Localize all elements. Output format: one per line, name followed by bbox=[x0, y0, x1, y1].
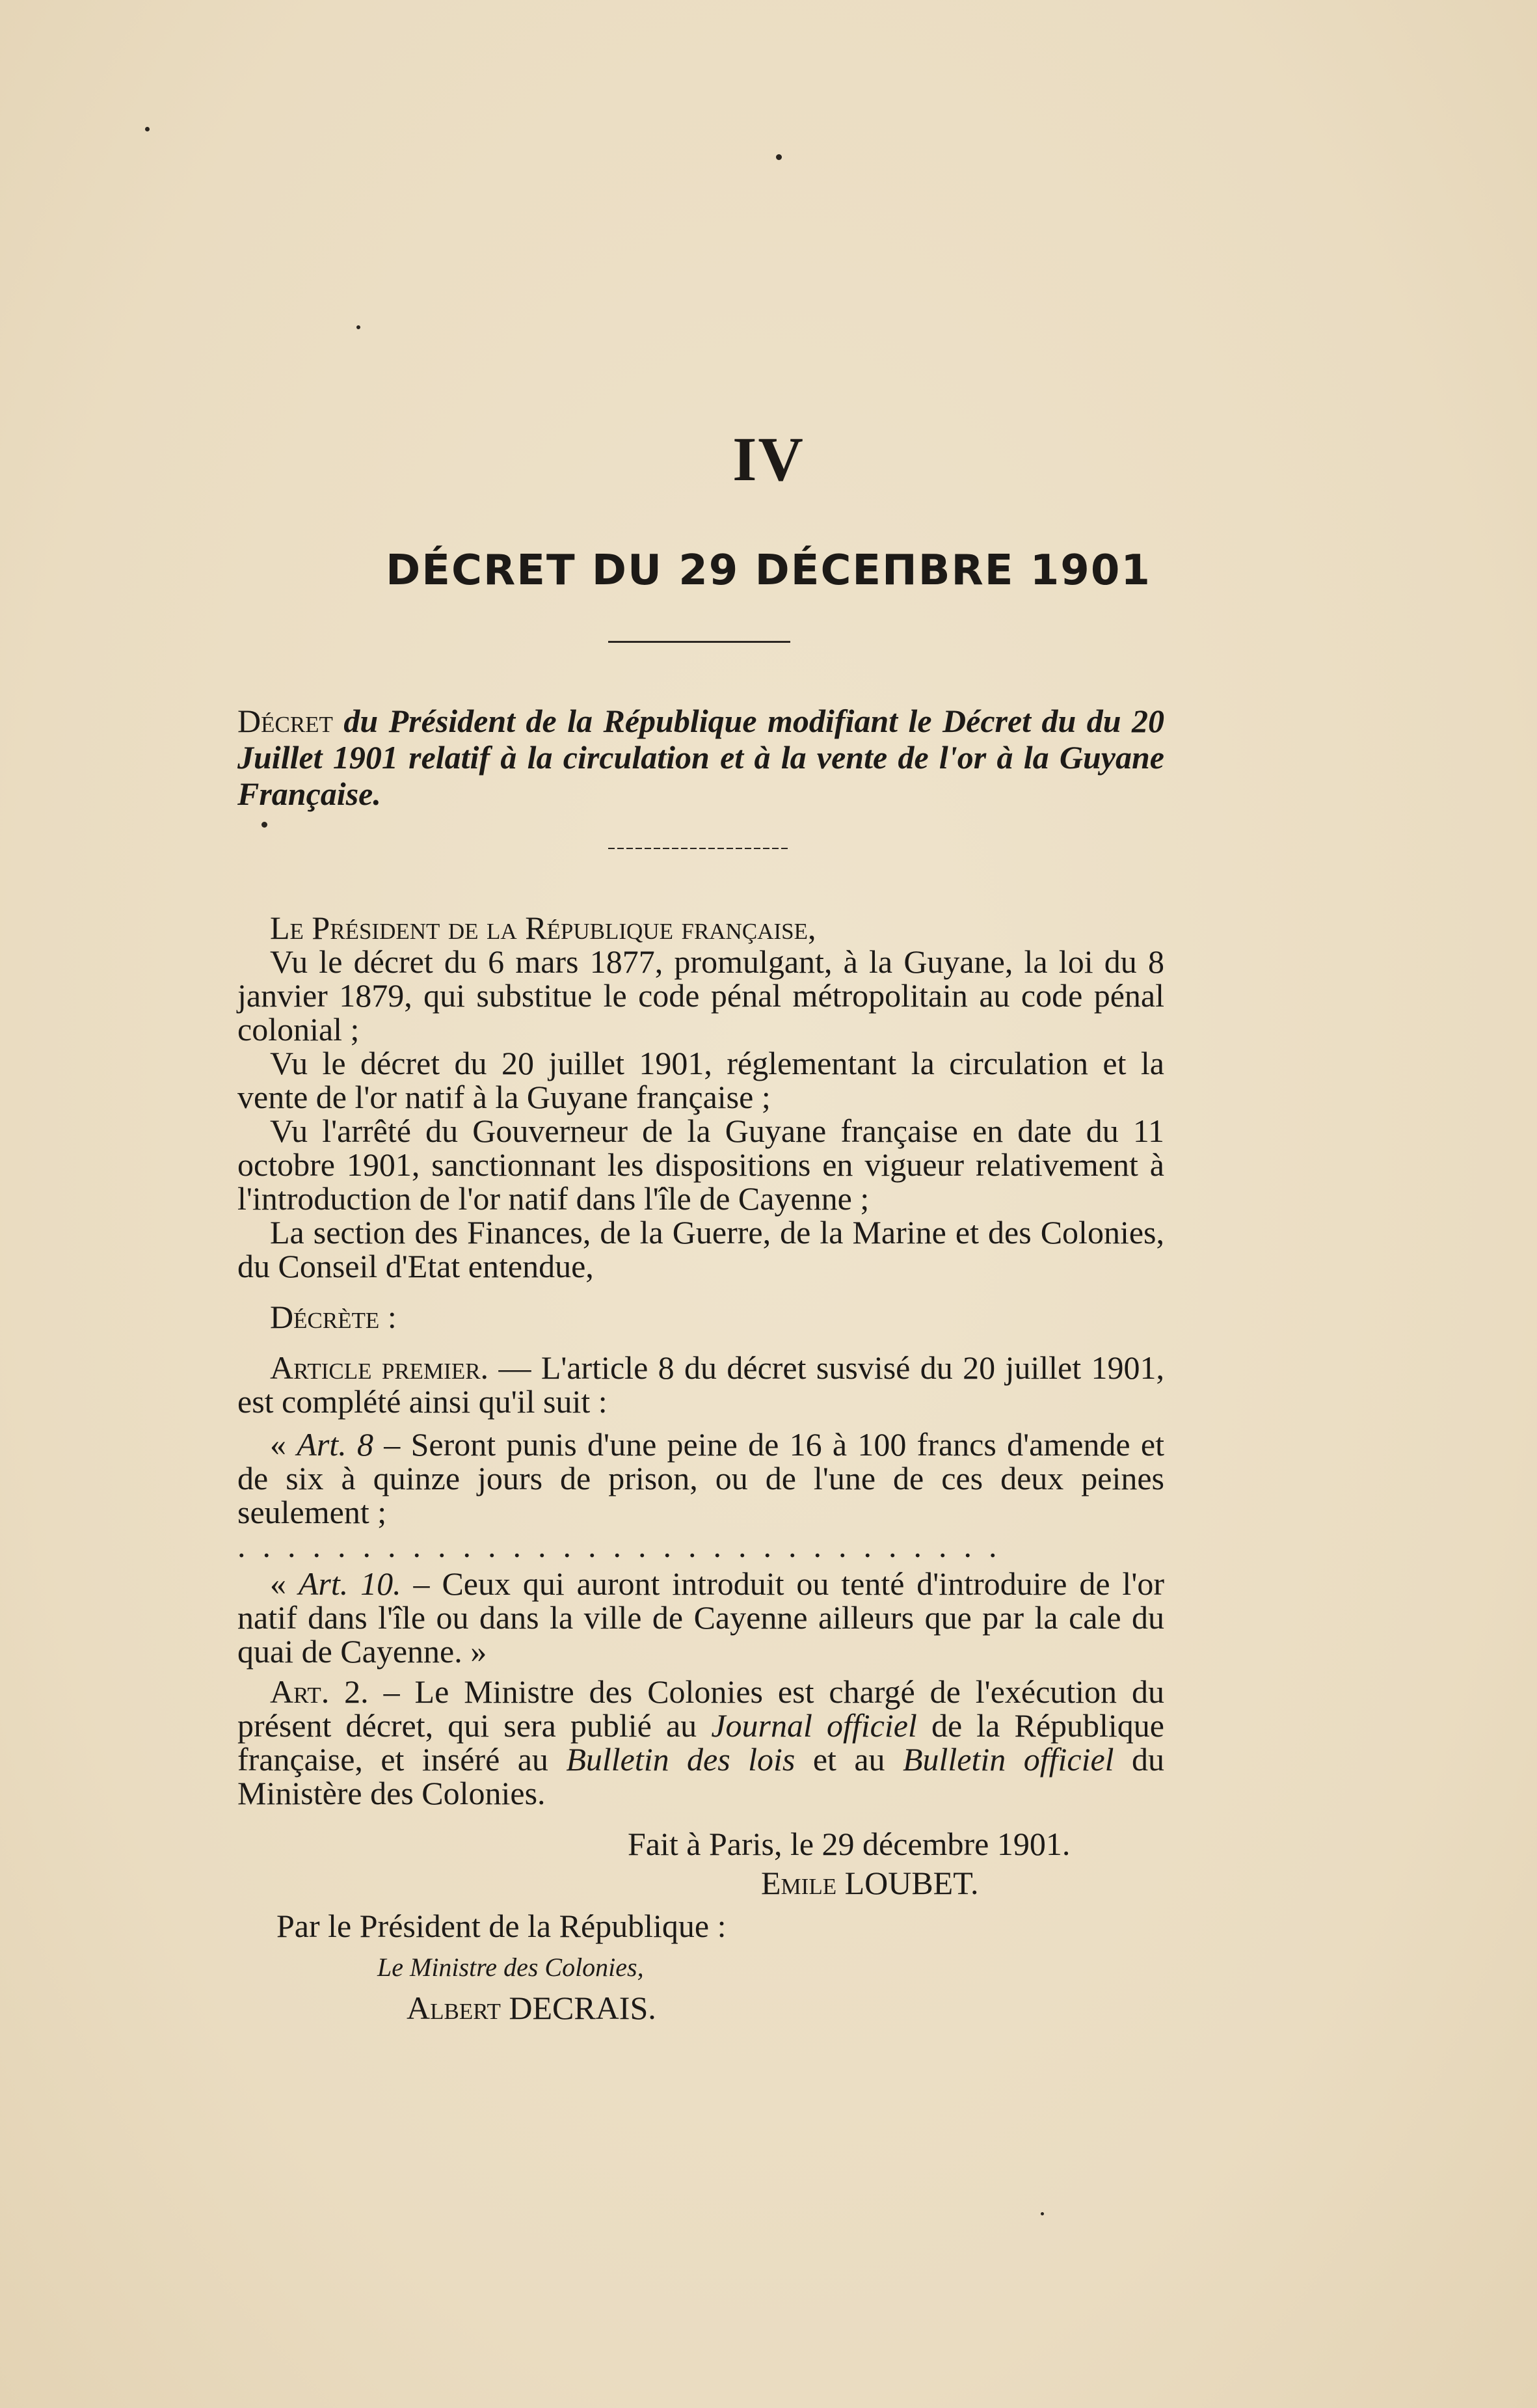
president-signature: Emile LOUBET. bbox=[761, 1865, 979, 1901]
article-1 bbox=[237, 1351, 1164, 1418]
bulletin-officiel: Bulletin officiel bbox=[902, 1741, 1114, 1778]
journal-officiel: Journal officiel bbox=[711, 1707, 917, 1744]
article-2 bbox=[237, 1675, 1164, 1810]
ink-speck bbox=[1041, 2212, 1044, 2215]
minister-signature: Albert DECRAIS. bbox=[407, 1990, 656, 2026]
summary-rule bbox=[608, 848, 790, 849]
art-10 bbox=[237, 1567, 1164, 1668]
art-8-open-quote: « bbox=[270, 1426, 297, 1463]
art-10-open-quote: « bbox=[270, 1565, 299, 1602]
minister-title: Le Ministre des Colonies, bbox=[377, 1953, 644, 1982]
ink-speck bbox=[776, 154, 782, 160]
ellipsis-line: ............................... bbox=[237, 1529, 1014, 1563]
preamble-heading: Le Président de la République française, bbox=[270, 910, 816, 946]
art-10-text: – Ceux qui auront introduit ou tenté d'introduire de l'or natif dans l'île ou dans la ville de Cayenne ailleurs que par la cale du quai de Cayenne. » bbox=[237, 1565, 1164, 1670]
article-2-text: – Le Ministre des Colonies est chargé de l'exécution du présent décret, qui sera publié au bbox=[237, 1673, 1164, 1744]
ink-speck bbox=[356, 325, 360, 329]
article-2-text: et au bbox=[795, 1741, 903, 1778]
bulletin-des-lois: Bulletin des lois bbox=[566, 1741, 795, 1778]
title-rule bbox=[608, 641, 790, 643]
place-date: Fait à Paris, le 29 décembre 1901. bbox=[628, 1826, 1071, 1862]
visa-paragraph: La section des Finances, de la Guerre, de la Marine et des Colonies, du Conseil d'Etat entendue, bbox=[237, 1214, 1164, 1284]
art-8 bbox=[237, 1427, 1164, 1529]
by-president: Par le Président de la République : bbox=[276, 1908, 727, 1944]
section-number: IV bbox=[732, 424, 805, 494]
summary-lead: Décret bbox=[237, 703, 333, 739]
visa-paragraph: Vu l'arrêté du Gouverneur de la Guyane française en date du 11 octobre 1901, sanctionnant les dispositions en vigueur relativement à l'introduction de l'or natif dans l'île de Cayenne ; bbox=[237, 1113, 1164, 1217]
article-2-text: du Ministère des Colonies. bbox=[237, 1741, 1164, 1811]
visa-paragraph: Vu le décret du 20 juillet 1901, réglementant la circulation et la vente de l'or natif à la Guyane française ; bbox=[237, 1045, 1164, 1115]
article-2-label: Art. 2. bbox=[270, 1673, 369, 1710]
ink-speck bbox=[261, 822, 267, 828]
article-2-text: de la République française, et inséré au bbox=[237, 1707, 1164, 1778]
article-1-label: Article premier. bbox=[270, 1349, 489, 1386]
decree-title: DÉCRET DU 29 DÉCEΠΒRE 1901 bbox=[386, 547, 1151, 595]
art-8-label: Art. 8 bbox=[297, 1426, 373, 1463]
decrete-heading: Décrète : bbox=[270, 1299, 397, 1335]
art-10-label: Art. 10. bbox=[298, 1565, 401, 1602]
ink-speck bbox=[145, 127, 150, 131]
decree-summary bbox=[237, 703, 1164, 812]
decree-body bbox=[237, 911, 1164, 2025]
article-1-text: — L'article 8 du décret susvisé du 20 juillet 1901, est complété ainsi qu'il suit : bbox=[237, 1349, 1164, 1420]
summary-text: du Président de la République modifiant le Décret du du 20 Juillet 1901 relatif à la circulation et à la vente de l'or à la Guyane Française. bbox=[237, 703, 1164, 812]
art-8-text: – Seront punis d'une peine de 16 à 100 francs d'amende et de six à quinze jours de prison, ou de l'une de ces deux peines seulement ; bbox=[237, 1426, 1164, 1530]
visa-paragraph: Vu le décret du 6 mars 1877, promulgant, à la Guyane, la loi du 8 janvier 1879, qui substitue le code pénal métropolitain au code pénal colonial ; bbox=[237, 943, 1164, 1048]
